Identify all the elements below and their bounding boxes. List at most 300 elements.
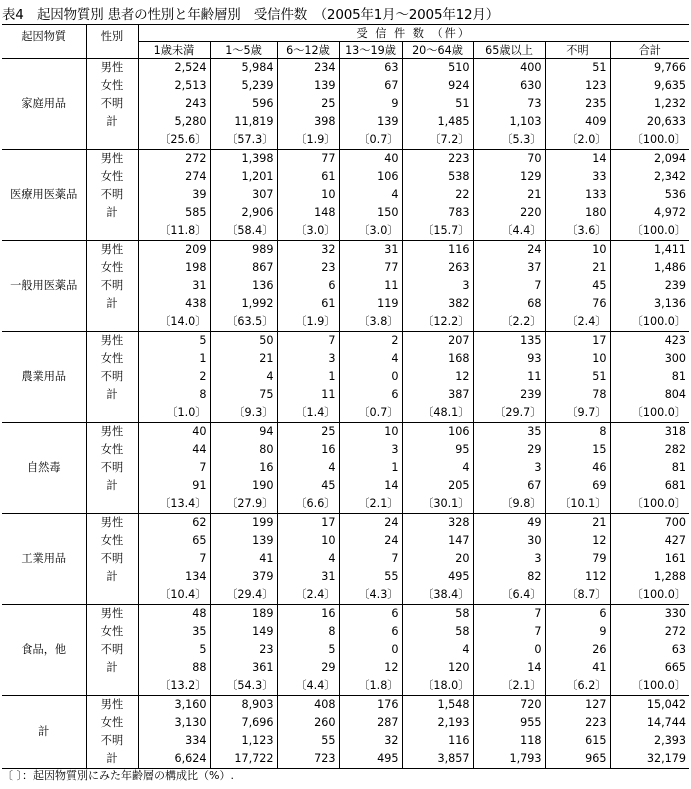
value-cell: 21 (545, 259, 610, 277)
header-category: 起因物質 (2, 25, 86, 59)
percent-cell: 〔8.7〕 (545, 586, 610, 605)
value-cell: 4 (210, 368, 277, 386)
sex-cell: 計 (86, 113, 138, 131)
value-cell: 804 (664, 388, 687, 401)
value-cell: 21 (473, 186, 545, 204)
value-cell: 10 (277, 186, 339, 204)
value-cell: 274 (138, 168, 210, 186)
value-cell: 62 (138, 514, 210, 533)
value-cell: 7 (473, 623, 545, 641)
percent-cell: 〔12.2〕 (402, 313, 473, 332)
sex-cell: 男性 (86, 605, 138, 624)
value-cell: 55 (277, 732, 339, 750)
percent-cell: 〔10.4〕 (138, 586, 210, 605)
value-cell: 35 (473, 423, 545, 442)
table-row (2, 750, 689, 769)
value-cell: 46 (545, 459, 610, 477)
value-cell: 12 (339, 659, 402, 677)
value-cell: 11 (473, 368, 545, 386)
sex-cell: 男性 (86, 150, 138, 169)
table-row (2, 295, 689, 313)
table-row (2, 259, 689, 277)
header-age-4: 20～64歳 (402, 42, 473, 59)
value-cell: 9 (339, 95, 402, 113)
value-cell: 35 (138, 623, 210, 641)
value-cell: 6 (339, 605, 402, 624)
value-cell: 120 (402, 659, 473, 677)
value-cell: 2,342 (654, 170, 687, 183)
value-cell: 67 (473, 477, 545, 495)
value-cell: 220 (473, 204, 545, 222)
table-row (2, 641, 689, 659)
percent-cell: 〔6.2〕 (545, 677, 610, 696)
value-cell: 7 (138, 459, 210, 477)
percent-cell: 〔13.4〕 (138, 495, 210, 514)
value-cell: 3,136 (654, 297, 687, 310)
value-cell: 148 (277, 204, 339, 222)
value-cell: 7 (473, 277, 545, 295)
value-cell: 2,524 (138, 59, 210, 78)
value-cell: 8 (138, 386, 210, 404)
sex-cell: 計 (86, 750, 138, 769)
value-cell: 7 (277, 332, 339, 351)
value-cell: 69 (545, 477, 610, 495)
value-cell: 106 (402, 423, 473, 442)
value-cell: 49 (473, 514, 545, 533)
value-cell: 3 (339, 441, 402, 459)
value-cell: 239 (473, 386, 545, 404)
value-cell: 133 (545, 186, 610, 204)
value-cell: 70 (473, 150, 545, 169)
value-cell: 41 (545, 659, 610, 677)
value-cell: 14 (473, 659, 545, 677)
percent-cell: 〔38.4〕 (402, 586, 473, 605)
sex-cell: 女性 (86, 714, 138, 732)
percent-cell: 〔1.9〕 (277, 131, 339, 150)
value-cell: 10 (545, 241, 610, 260)
value-cell: 495 (339, 750, 402, 769)
value-cell: 510 (402, 59, 473, 78)
percent-cell: 〔15.7〕 (402, 222, 473, 241)
value-cell: 6 (339, 623, 402, 641)
value-cell: 1,411 (654, 243, 687, 256)
value-cell: 234 (277, 59, 339, 78)
value-cell: 45 (277, 477, 339, 495)
header-sex: 性別 (86, 25, 138, 59)
percent-cell: 〔10.1〕 (545, 495, 610, 514)
value-cell: 139 (210, 532, 277, 550)
value-cell: 867 (210, 259, 277, 277)
value-cell: 4 (402, 641, 473, 659)
percent-cell: 〔29.7〕 (473, 404, 545, 423)
category-cell: 医療用医薬品 (2, 150, 86, 241)
value-cell: 198 (138, 259, 210, 277)
value-cell: 16 (210, 459, 277, 477)
percent-cell: 〔0.7〕 (339, 404, 402, 423)
value-cell: 3 (473, 459, 545, 477)
value-cell: 2,193 (402, 714, 473, 732)
value-cell: 207 (402, 332, 473, 351)
percent-cell: 〔6.4〕 (473, 586, 545, 605)
table-row (2, 186, 689, 204)
value-cell: 31 (339, 241, 402, 260)
value-cell: 723 (277, 750, 339, 769)
value-cell: 95 (402, 441, 473, 459)
value-cell: 119 (339, 295, 402, 313)
value-cell: 29 (277, 659, 339, 677)
value-cell: 495 (402, 568, 473, 586)
value-cell: 80 (210, 441, 277, 459)
value-cell: 6 (277, 277, 339, 295)
value-cell: 41 (210, 550, 277, 568)
value-cell: 630 (473, 77, 545, 95)
value-cell: 272 (664, 625, 687, 638)
value-cell: 681 (664, 479, 687, 492)
percent-cell: 〔13.2〕 (138, 677, 210, 696)
value-cell: 21 (545, 514, 610, 533)
table-row (2, 204, 689, 222)
category-cell: 計 (2, 696, 86, 769)
value-cell: 9,635 (654, 79, 687, 92)
value-cell: 67 (339, 77, 402, 95)
value-cell: 5 (138, 332, 210, 351)
value-cell: 5,239 (210, 77, 277, 95)
value-cell: 14 (545, 150, 610, 169)
value-cell: 15 (545, 441, 610, 459)
value-cell: 123 (545, 77, 610, 95)
value-cell: 26 (545, 641, 610, 659)
value-cell: 50 (210, 332, 277, 351)
value-cell: 5 (277, 641, 339, 659)
value-cell: 3,130 (138, 714, 210, 732)
value-cell: 48 (138, 605, 210, 624)
sex-cell: 女性 (86, 77, 138, 95)
value-cell: 11 (339, 277, 402, 295)
value-cell: 0 (339, 368, 402, 386)
sex-cell: 不明 (86, 95, 138, 113)
percent-cell: 〔9.8〕 (473, 495, 545, 514)
percent-cell: 〔63.5〕 (210, 313, 277, 332)
table-row (2, 332, 689, 351)
percent-row (2, 404, 689, 423)
percent-row (2, 222, 689, 241)
value-cell: 16 (277, 605, 339, 624)
table-row (2, 350, 689, 368)
value-cell: 25 (277, 95, 339, 113)
value-cell: 112 (545, 568, 610, 586)
sex-cell: 不明 (86, 459, 138, 477)
value-cell: 387 (402, 386, 473, 404)
value-cell: 150 (339, 204, 402, 222)
header-age-6: 不明 (545, 42, 610, 59)
percent-cell: 〔14.0〕 (138, 313, 210, 332)
value-cell: 7 (138, 550, 210, 568)
sex-cell-empty (86, 222, 138, 241)
sex-cell: 男性 (86, 241, 138, 260)
value-cell: 79 (545, 550, 610, 568)
table-row (2, 568, 689, 586)
sex-cell: 男性 (86, 423, 138, 442)
value-cell: 783 (402, 204, 473, 222)
percent-cell: 〔48.1〕 (402, 404, 473, 423)
percent-cell: 〔2.1〕 (339, 495, 402, 514)
table-row (2, 423, 689, 442)
percent-cell: 〔18.0〕 (402, 677, 473, 696)
percent-cell: 〔4.3〕 (339, 586, 402, 605)
percent-row (2, 677, 689, 696)
category-cell: 一般用医薬品 (2, 241, 86, 332)
value-cell: 2,906 (210, 204, 277, 222)
value-cell: 398 (277, 113, 339, 131)
value-cell: 1,992 (210, 295, 277, 313)
percent-cell: 〔2.1〕 (473, 677, 545, 696)
value-cell: 118 (473, 732, 545, 750)
value-cell: 1,485 (402, 113, 473, 131)
category-cell: 家庭用品 (2, 59, 86, 150)
header-count-span: 受 信 件 数 （件） (138, 25, 689, 42)
sex-cell-empty (86, 404, 138, 423)
value-cell: 239 (664, 279, 687, 292)
value-cell: 427 (664, 534, 687, 547)
value-cell: 77 (339, 259, 402, 277)
value-cell: 76 (545, 295, 610, 313)
category-cell: 農業用品 (2, 332, 86, 423)
percent-cell: 〔3.8〕 (339, 313, 402, 332)
sex-cell-empty (86, 131, 138, 150)
percent-cell: 〔11.8〕 (138, 222, 210, 241)
header-age-3: 13～19歳 (339, 42, 402, 59)
percent-cell: 〔54.3〕 (210, 677, 277, 696)
category-cell: 自然毒 (2, 423, 86, 514)
value-cell: 168 (402, 350, 473, 368)
percent-cell: 〔100.0〕 (610, 495, 689, 514)
value-cell: 263 (402, 259, 473, 277)
value-cell: 12 (545, 532, 610, 550)
percent-row (2, 586, 689, 605)
percent-cell: 〔4.4〕 (473, 222, 545, 241)
percent-cell: 〔1.9〕 (277, 313, 339, 332)
value-cell: 10 (277, 532, 339, 550)
value-cell: 139 (339, 113, 402, 131)
value-cell: 58 (402, 623, 473, 641)
value-cell: 1,201 (210, 168, 277, 186)
cases-table (2, 24, 689, 769)
percent-cell: 〔100.0〕 (610, 222, 689, 241)
value-cell: 45 (545, 277, 610, 295)
value-cell: 127 (545, 696, 610, 715)
percent-cell: 〔9.3〕 (210, 404, 277, 423)
value-cell: 700 (664, 516, 687, 529)
value-cell: 334 (138, 732, 210, 750)
table-row (2, 623, 689, 641)
value-cell: 243 (138, 95, 210, 113)
percent-cell: 〔1.8〕 (339, 677, 402, 696)
value-cell: 1,232 (654, 97, 687, 110)
table-row (2, 113, 689, 131)
value-cell: 330 (664, 607, 687, 620)
percent-cell: 〔58.4〕 (210, 222, 277, 241)
value-cell: 965 (545, 750, 610, 769)
value-cell: 65 (138, 532, 210, 550)
percent-cell: 〔2.4〕 (545, 313, 610, 332)
value-cell: 61 (277, 168, 339, 186)
value-cell: 409 (545, 113, 610, 131)
table-row (2, 441, 689, 459)
percent-cell: 〔57.3〕 (210, 131, 277, 150)
value-cell: 78 (545, 386, 610, 404)
value-cell: 16 (277, 441, 339, 459)
value-cell: 4,972 (654, 206, 687, 219)
value-cell: 2 (339, 332, 402, 351)
value-cell: 1,486 (654, 261, 687, 274)
table-row (2, 386, 689, 404)
value-cell: 2,513 (138, 77, 210, 95)
value-cell: 81 (671, 370, 687, 383)
value-cell: 1,103 (473, 113, 545, 131)
value-cell: 199 (210, 514, 277, 533)
value-cell: 180 (545, 204, 610, 222)
value-cell: 135 (473, 332, 545, 351)
sex-cell: 不明 (86, 641, 138, 659)
value-cell: 23 (210, 641, 277, 659)
percent-cell: 〔9.7〕 (545, 404, 610, 423)
value-cell: 382 (402, 295, 473, 313)
value-cell: 438 (138, 295, 210, 313)
percent-cell: 〔4.4〕 (277, 677, 339, 696)
value-cell: 287 (339, 714, 402, 732)
value-cell: 30 (473, 532, 545, 550)
value-cell: 88 (138, 659, 210, 677)
category-cell: 食品，他 (2, 605, 86, 696)
value-cell: 205 (402, 477, 473, 495)
percent-cell: 〔100.0〕 (610, 677, 689, 696)
percent-cell: 〔2.0〕 (545, 131, 610, 150)
table-row (2, 168, 689, 186)
percent-cell: 〔0.7〕 (339, 131, 402, 150)
value-cell: 31 (138, 277, 210, 295)
value-cell: 1 (339, 459, 402, 477)
value-cell: 5 (138, 641, 210, 659)
value-cell: 408 (277, 696, 339, 715)
value-cell: 81 (671, 461, 687, 474)
value-cell: 955 (473, 714, 545, 732)
sex-cell: 女性 (86, 532, 138, 550)
percent-row (2, 313, 689, 332)
sex-cell: 女性 (86, 168, 138, 186)
value-cell: 116 (402, 241, 473, 260)
table-body (2, 59, 689, 769)
table-title: 表4 起因物質別 患者の性別と年齢層別 受信件数 （2005年1月～2005年12月） (2, 7, 500, 23)
table-row (2, 59, 689, 78)
percent-cell: 〔3.0〕 (277, 222, 339, 241)
table-row (2, 550, 689, 568)
value-cell: 5,280 (138, 113, 210, 131)
percent-cell: 〔7.2〕 (402, 131, 473, 150)
value-cell: 147 (402, 532, 473, 550)
sex-cell: 不明 (86, 277, 138, 295)
value-cell: 22 (402, 186, 473, 204)
percent-cell: 〔2.4〕 (277, 586, 339, 605)
value-cell: 51 (545, 368, 610, 386)
value-cell: 63 (671, 643, 687, 656)
value-cell: 58 (402, 605, 473, 624)
table-row (2, 659, 689, 677)
percent-cell: 〔1.0〕 (138, 404, 210, 423)
sex-cell: 計 (86, 204, 138, 222)
value-cell: 272 (138, 150, 210, 169)
sex-cell: 男性 (86, 59, 138, 78)
percent-cell: 〔29.4〕 (210, 586, 277, 605)
value-cell: 91 (138, 477, 210, 495)
value-cell: 1,398 (210, 150, 277, 169)
value-cell: 94 (210, 423, 277, 442)
percent-cell: 〔5.3〕 (473, 131, 545, 150)
header-age-5: 65歳以上 (473, 42, 545, 59)
value-cell: 139 (277, 77, 339, 95)
value-cell: 20 (402, 550, 473, 568)
value-cell: 136 (210, 277, 277, 295)
table-row (2, 368, 689, 386)
value-cell: 300 (664, 352, 687, 365)
percent-cell: 〔6.6〕 (277, 495, 339, 514)
sex-cell-empty (86, 586, 138, 605)
value-cell: 55 (339, 568, 402, 586)
table-row (2, 732, 689, 750)
value-cell: 5,984 (210, 59, 277, 78)
table-row (2, 277, 689, 295)
percent-row (2, 495, 689, 514)
value-cell: 536 (664, 188, 687, 201)
value-cell: 3 (473, 550, 545, 568)
value-cell: 307 (210, 186, 277, 204)
value-cell: 1,793 (473, 750, 545, 769)
value-cell: 2,094 (654, 152, 687, 165)
value-cell: 17 (277, 514, 339, 533)
percent-cell: 〔100.0〕 (610, 131, 689, 150)
value-cell: 106 (339, 168, 402, 186)
sex-cell: 女性 (86, 623, 138, 641)
value-cell: 24 (339, 514, 402, 533)
value-cell: 11,819 (210, 113, 277, 131)
value-cell: 4 (339, 186, 402, 204)
value-cell: 8 (277, 623, 339, 641)
value-cell: 3 (277, 350, 339, 368)
percent-cell: 〔100.0〕 (610, 313, 689, 332)
value-cell: 116 (402, 732, 473, 750)
percent-cell: 〔3.0〕 (339, 222, 402, 241)
value-cell: 235 (545, 95, 610, 113)
value-cell: 82 (473, 568, 545, 586)
value-cell: 2 (138, 368, 210, 386)
value-cell: 93 (473, 350, 545, 368)
table-row (2, 532, 689, 550)
sex-cell: 計 (86, 477, 138, 495)
footnote: 〔 〕：起因物質別にみた年齢層の構成比（%）. (2, 769, 234, 782)
value-cell: 585 (138, 204, 210, 222)
value-cell: 8,903 (210, 696, 277, 715)
value-cell: 129 (473, 168, 545, 186)
value-cell: 6 (545, 605, 610, 624)
sex-cell: 不明 (86, 732, 138, 750)
percent-cell: 〔30.1〕 (402, 495, 473, 514)
value-cell: 989 (210, 241, 277, 260)
value-cell: 223 (402, 150, 473, 169)
table-row (2, 241, 689, 260)
value-cell: 4 (339, 350, 402, 368)
value-cell: 4 (402, 459, 473, 477)
value-cell: 665 (664, 661, 687, 674)
value-cell: 20,633 (646, 115, 687, 128)
